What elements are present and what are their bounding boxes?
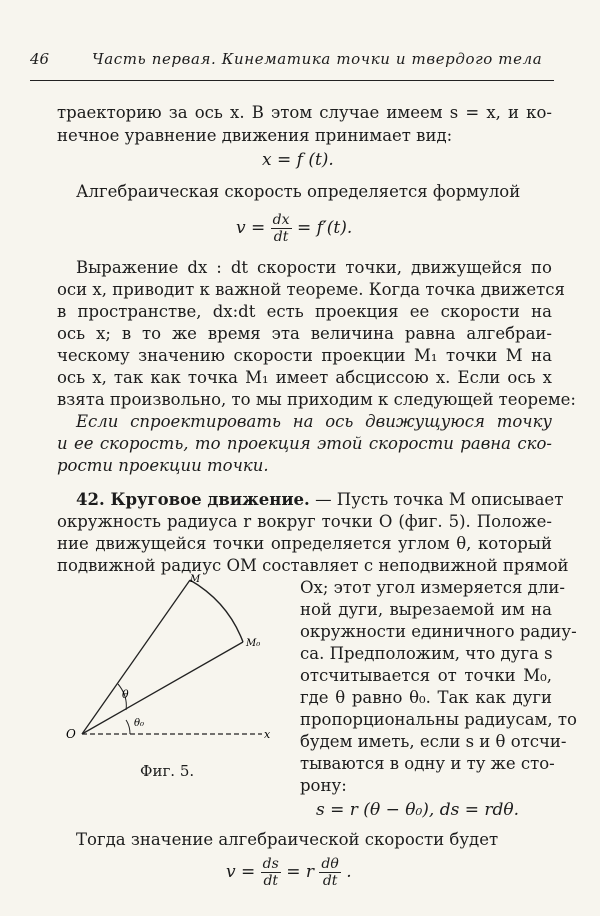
figure-caption: Фиг. 5. bbox=[140, 762, 195, 780]
fraction bbox=[319, 856, 340, 889]
formula-part: . bbox=[346, 862, 352, 882]
text-line: Алгебраическая скорость определяется формулой bbox=[76, 182, 521, 201]
section-first-line bbox=[76, 490, 564, 510]
radius-OM bbox=[82, 580, 190, 734]
label-M0: M₀ bbox=[246, 638, 261, 649]
denominator: dt bbox=[263, 873, 279, 889]
text-line: пропорциональны радиусам, то bbox=[300, 710, 577, 729]
text-line: в пространстве, dx:dt есть проекция ее скорости на bbox=[57, 302, 552, 321]
text-line: нечное уравнение движения принимает вид: bbox=[57, 126, 453, 145]
text-line: ческому значению скорости проекции M₁ точки M на bbox=[57, 346, 552, 365]
text-line: ось x, так как точка M₁ имеет абсциссою x. Если ось x bbox=[57, 368, 552, 387]
label-x: x bbox=[264, 728, 271, 741]
text-line: Выражение dx : dt скорости точки, движущейся по bbox=[76, 258, 552, 277]
text-line: оси x, приводит к важной теореме. Когда точка движется bbox=[57, 280, 565, 299]
text-line: подвижной радиус OM составляет с неподвижной прямой bbox=[57, 556, 569, 575]
theorem-line: рости проекции точки. bbox=[57, 456, 269, 475]
text-line: отсчитывается от точки M₀, bbox=[300, 666, 552, 685]
text-line: будем иметь, если s и θ отсчи- bbox=[300, 732, 567, 751]
text-line: тываются в одну и ту же сто- bbox=[300, 754, 555, 773]
section-heading: 42. Круговое движение. bbox=[76, 490, 310, 509]
label-O: O bbox=[66, 727, 76, 741]
formula-velocity bbox=[236, 212, 352, 245]
text-line: ось x; в то же время эта величина равна алгебраи- bbox=[57, 324, 552, 343]
circle-arc bbox=[190, 580, 243, 642]
angle-arc-theta0 bbox=[126, 720, 130, 734]
header-rule bbox=[30, 80, 554, 81]
text-line: ние движущейся точки определяется углом θ, который bbox=[57, 534, 552, 553]
formula-velocity-angular bbox=[226, 856, 352, 889]
page-number: 46 bbox=[30, 50, 50, 68]
theorem-line: и ее скорость, то проекция этой скорости равна ско- bbox=[57, 434, 552, 453]
text-line: са. Предположим, что дуга s bbox=[300, 644, 553, 663]
fraction bbox=[261, 856, 281, 889]
circular-motion-figure bbox=[60, 572, 280, 752]
text-line: окружность радиуса r вокруг точки O (фиг. 5). Положе- bbox=[57, 512, 552, 531]
fraction bbox=[271, 212, 292, 245]
text-line: траекторию за ось x. В этом случае имеем s = x, и ко- bbox=[57, 103, 552, 122]
formula-part: = f′(t). bbox=[296, 218, 353, 238]
denominator: dt bbox=[273, 229, 289, 245]
label-theta0: θ₀ bbox=[134, 718, 145, 729]
radius-OM0 bbox=[82, 642, 243, 734]
formula-arc-length: s = r (θ − θ₀), ds = rdθ. bbox=[316, 800, 520, 820]
text-line: Тогда значение алгебраической скорости будет bbox=[76, 830, 499, 849]
numerator: dθ bbox=[321, 856, 339, 872]
formula-part: = r bbox=[286, 862, 315, 882]
formula-x-equals-f: x = f (t). bbox=[262, 150, 334, 170]
denominator: dt bbox=[322, 873, 338, 889]
text-line: рону: bbox=[300, 776, 347, 795]
text-line: окружности единичного радиу- bbox=[300, 622, 577, 641]
text-line: где θ равно θ₀. Так как дуги bbox=[300, 688, 552, 707]
running-title: Часть первая. Кинематика точки и твердого тела bbox=[92, 50, 543, 68]
numerator: dx bbox=[272, 212, 290, 228]
formula-part: v = bbox=[236, 218, 266, 238]
text-line: ной дуги, вырезаемой им на bbox=[300, 600, 552, 619]
numerator: ds bbox=[262, 856, 279, 872]
label-M: M bbox=[190, 574, 201, 585]
text-line: Ox; этот угол измеряется дли- bbox=[300, 578, 565, 597]
section-text: — Пусть точка M описывает bbox=[315, 490, 564, 509]
text-line: взята произвольно, то мы приходим к следующей теореме: bbox=[57, 390, 576, 409]
label-theta: θ bbox=[122, 688, 129, 701]
formula-part: v = bbox=[226, 862, 256, 882]
running-header bbox=[30, 50, 554, 68]
theorem-line: Если спроектировать на ось движущуюся точку bbox=[76, 412, 552, 431]
